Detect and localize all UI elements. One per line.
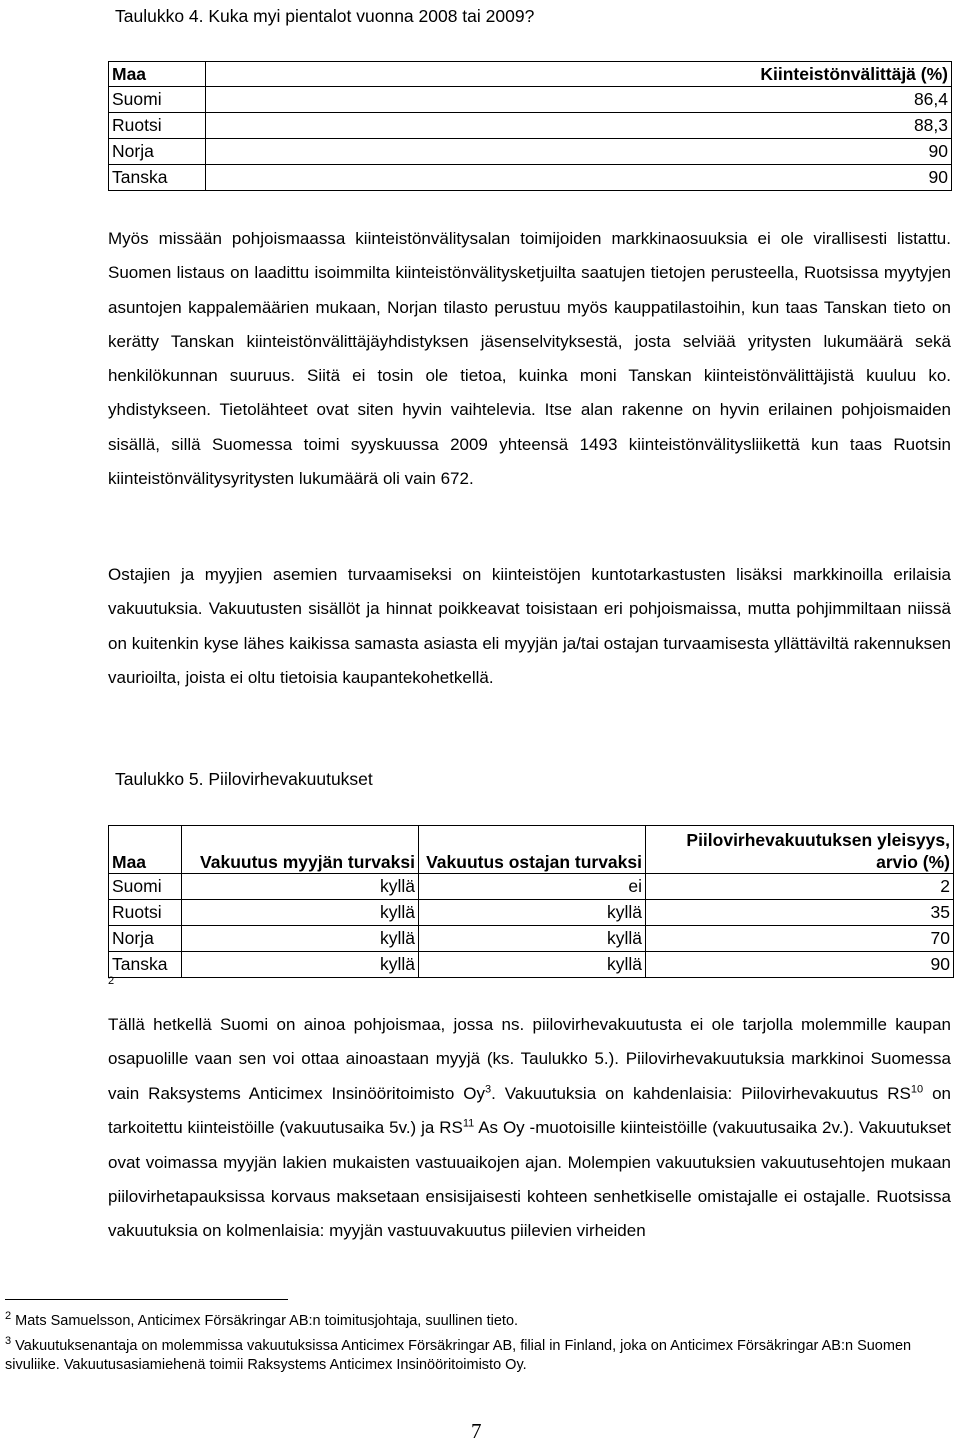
table4-cell: 88,3 — [206, 113, 952, 139]
footnote-text: Mats Samuelsson, Anticimex Försäkringar AB:n toimitusjohtaja, suullinen tieto. — [15, 1313, 519, 1329]
table4-cell: Ruotsi — [109, 113, 206, 139]
paragraph-text: Myös missään pohjoismaassa kiinteistönvälitysalan toimijoiden markkinaosuuksia ei ole virallisesti listattu. Suomen listaus on laadittu isoimmilta kiinteistönvälitysketjuilta saatujen tietojen perusteella, Ruotsissa myytyjen asuntojen kappalemäärien mukaan, Norjan tilasto perustuu myös kauppatilastoihin, kun taas Tanskan tieto on kerätty Tanskan kiinteistönvälittäjäyhdistyksen jäsenselvityksestä, josta selviää yritysten lukumäärä sekä henkilökunnan suuruus. Siitä ei tosin ole tietoa, kuinka moni Tanskan kiinteistönvälittäjistä kuuluu ko. yhdistykseen. Tietolähteet ovat siten hyvin vaihtelevia. Itse alan rakenne on hyvin erilainen pohjoismaiden sisällä, sillä Suomessa toimi syyskuussa 2009 yhteensä 1493 kiinteistönvälitysliikettä kun taas Ruotsin kiinteistönvälitysyritysten lukumäärä oli vain 672. — [108, 229, 951, 489]
table5-footnote-ref: 2 — [108, 975, 115, 987]
footnote-ref[interactable]: 3 — [484, 1083, 492, 1096]
footnote-2 — [5, 1312, 955, 1331]
table-row — [109, 87, 952, 113]
table5-header-buyer: Vakuutus ostajan turvaksi — [419, 826, 646, 874]
superscript-model: 10 — [910, 1083, 924, 1096]
table5-cell: kyllä — [182, 900, 419, 926]
table5-cell: kyllä — [182, 926, 419, 952]
table-row — [109, 113, 952, 139]
table4-header-share: Kiinteistönvälittäjä (%) — [206, 62, 952, 87]
table-row — [109, 926, 954, 952]
table4-caption: Taulukko 4. Kuka myi pientalot vuonna 2008 tai 2009? — [115, 6, 535, 26]
table-row — [109, 874, 954, 900]
table5-header-prevalence: Piilovirhevakuutuksen yleisyys, arvio (%) — [646, 826, 954, 874]
footnote-number: 2 — [5, 1310, 12, 1323]
table4 — [108, 61, 952, 191]
table5-caption: Taulukko 5. Piilovirhevakuutukset — [115, 769, 373, 789]
paragraph-segment: on tarkoitettu kiinteistöille (vakuutusaika 5v.) ja RS — [108, 1083, 951, 1138]
paragraph-segment: . Vakuutuksia on kahdenlaisia: Piilovirhevakuutus RS — [491, 1083, 911, 1103]
table5-header-seller: Vakuutus myyjän turvaksi — [182, 826, 419, 874]
table5-cell: kyllä — [419, 952, 646, 978]
table5 — [108, 825, 954, 978]
table5-cell: Norja — [109, 926, 182, 952]
table5-cell: 70 — [646, 926, 954, 952]
table-row — [109, 952, 954, 978]
table4-header-country: Maa — [109, 62, 206, 87]
table-row — [109, 62, 952, 87]
footnote-text: Vakuutuksenantaja on molemmissa vakuutuksissa Anticimex Försäkringar AB, filial in Finland, joka on Anticimex Försäkringar AB:n Suomen sivuliike. Vakuutusasiamiehenä toimii Raksystems Anticimex Insinööritoimisto Oy. — [5, 1338, 912, 1373]
table5-cell: 35 — [646, 900, 954, 926]
table4-cell: Norja — [109, 139, 206, 165]
paragraph-finland-insurance — [108, 1008, 951, 1249]
table5-cell: kyllä — [182, 874, 419, 900]
paragraph-segment: As Oy -muotoisille kiinteistöille (vakuutusaika 2v.). Vakuutukset ovat voimassa myyjän lakien mukaisten vastuuaikojen ajan. Molempien vakuutuksien vakuutusehtojen mukaan piilovirhetapauksissa korvaus maksetaan ensisijaisesti kohteen senhetkiselle omistajalle ei ostajalle. Ruotsissa vakuutuksia on kolmenlaisia: myyjän vastuuvakuutus piilevien virheiden — [108, 1118, 951, 1241]
table5-cell: Tanska — [109, 952, 182, 978]
paragraph-text — [108, 1008, 951, 1249]
table4-cell: 86,4 — [206, 87, 952, 113]
table4-cell: 90 — [206, 139, 952, 165]
table5-header-country: Maa — [109, 826, 182, 874]
table-row — [109, 900, 954, 926]
table4-cell: 90 — [206, 165, 952, 191]
paragraph-segment: Tällä hetkellä Suomi on ainoa pohjoismaa, jossa ns. piilovirhevakuutusta ei ole tarjolla molemmille kaupan osapuolille vaan sen voi ottaa ainoastaan myyjä (ks. Taulukko 5.). Piilovirhevakuutuksia markkinoi Suomessa vain Raksystems Anticimex Insinööritoimisto Oy — [108, 1015, 951, 1103]
page-number: 7 — [471, 1419, 482, 1443]
table-row — [109, 165, 952, 191]
table5-cell: Suomi — [109, 874, 182, 900]
table5-cell: 90 — [646, 952, 954, 978]
footnote-divider — [5, 1299, 288, 1300]
paragraph-market-listing — [108, 222, 951, 496]
paragraph-insurance — [108, 558, 951, 695]
table5-cell: ei — [419, 874, 646, 900]
table5-cell: kyllä — [182, 952, 419, 978]
table5-cell: kyllä — [419, 926, 646, 952]
table-row — [109, 139, 952, 165]
table4-cell: Tanska — [109, 165, 206, 191]
footnote-number: 3 — [5, 1335, 12, 1348]
table5-cell: 2 — [646, 874, 954, 900]
table5-cell: kyllä — [419, 900, 646, 926]
table4-cell: Suomi — [109, 87, 206, 113]
superscript-model: 11 — [462, 1117, 475, 1130]
paragraph-text: Ostajien ja myyjien asemien turvaamiseksi on kiinteistöjen kuntotarkastusten lisäksi markkinoilla erilaisia vakuutuksia. Vakuutusten sisällöt ja hinnat poikkeavat toisistaan eri pohjoismaissa, mutta pohjimmiltaan niissä on kuitenkin kyse lähes kaikissa samasta asiasta eli myyjän ja/tai ostajan turvaamisesta yllättäviltä rakennuksen vaurioilta, joista ei oltu tietoisia kaupantekohetkellä. — [108, 565, 951, 687]
table5-cell: Ruotsi — [109, 900, 182, 926]
footnote-3 — [5, 1337, 955, 1375]
table-row — [109, 826, 954, 874]
